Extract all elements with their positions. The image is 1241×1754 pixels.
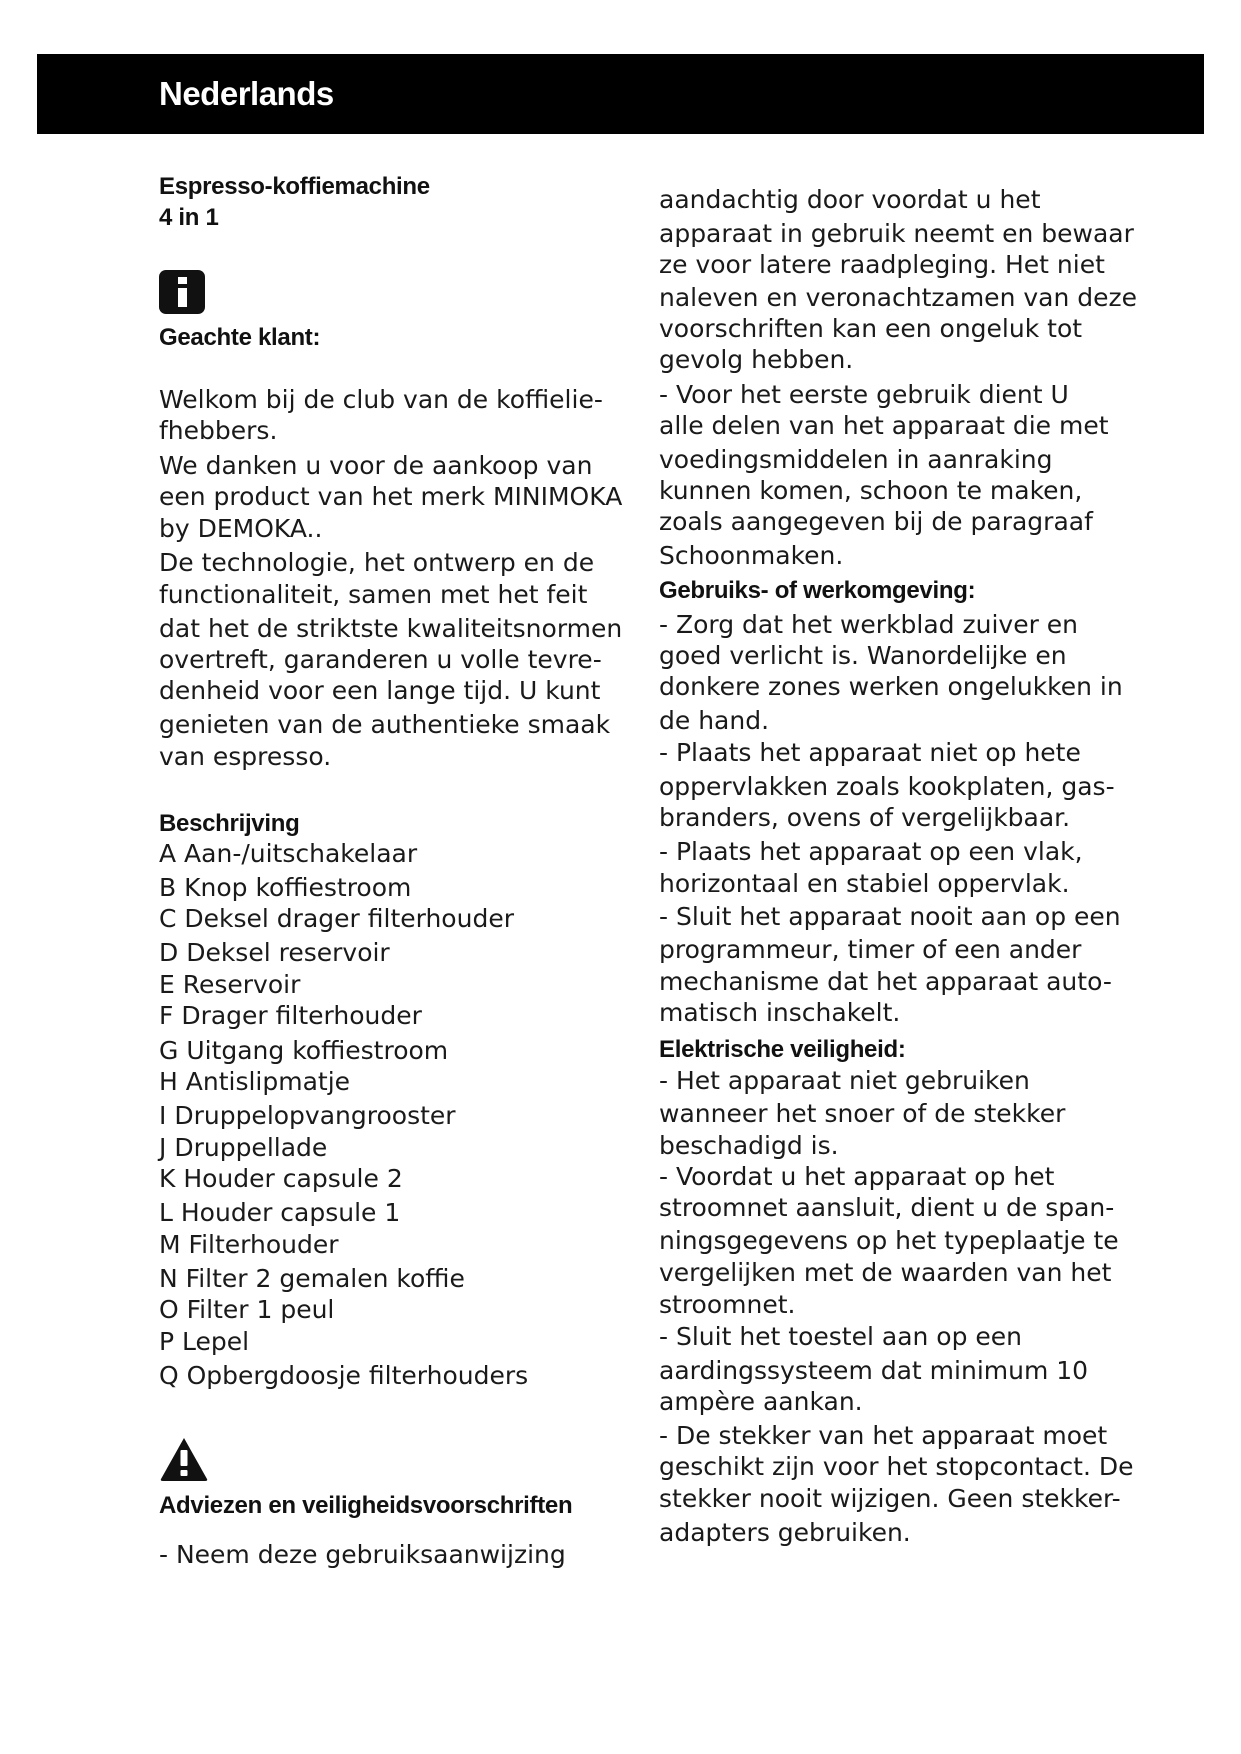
body-line: - Sluit het toestel aan op een [659,1322,1023,1351]
body-line: vergelijken met de waarden van het [659,1258,1112,1287]
part-item: H Antislipmatje [159,1067,351,1096]
part-item: B Knop koffiestroom [159,873,412,902]
body-line: adapters gebruiken. [659,1518,911,1547]
part-item: P Lepel [159,1327,250,1356]
body-line: stekker nooit wijzigen. Geen stekker- [659,1484,1121,1513]
body-line: ze voor latere raadpleging. Het niet [659,250,1105,279]
safety-heading: Adviezen en veiligheidsvoorschriften [159,1492,573,1519]
intro-line: We danken u voor de aankoop van [159,451,593,480]
intro-line: genieten van de authentieke smaak [159,710,611,739]
product-title-line-1: Espresso-koffiemachine [159,173,430,200]
info-icon [159,270,205,314]
body-line: alle delen van het apparaat die met [659,411,1109,440]
part-item: O Filter 1 peul [159,1295,335,1324]
warning-icon [159,1436,209,1482]
body-line: branders, ovens of vergelijkbaar. [659,803,1071,832]
body-line: programmeur, timer of een ander [659,935,1082,964]
intro-line: De technologie, het ontwerp en de [159,548,595,577]
part-item: E Reservoir [159,970,301,999]
language-title: Nederlands [159,75,334,112]
intro-line: by DEMOKA.. [159,514,323,543]
intro-line: dat het de striktste kwaliteitsnormen [159,614,623,643]
body-line: - Plaats het apparaat niet op hete [659,738,1081,767]
part-item: J Druppellade [159,1133,328,1162]
language-header-bar [37,54,1204,134]
body-line: oppervlakken zoals kookplaten, gas- [659,772,1115,801]
body-line: zoals aangegeven bij de paragraaf [659,507,1093,536]
body-line: gevolg hebben. [659,345,854,374]
body-line: - Voor het eerste gebruik dient U [659,380,1069,409]
body-line: aardingssysteem dat minimum 10 [659,1356,1089,1385]
body-line: naleven en veronachtzamen van deze [659,283,1138,312]
body-line: goed verlicht is. Wanordelijke en [659,641,1067,670]
description-heading: Beschrijving [159,810,300,837]
intro-line: fhebbers. [159,416,278,445]
body-line: stroomnet. [659,1290,796,1319]
body-line: stroomnet aansluit, dient u de span- [659,1193,1115,1222]
intro-line: overtreft, garanderen u volle tevre- [159,645,602,674]
safety-first-line: - Neem deze gebruiksaanwijzing [159,1540,566,1569]
part-item: K Houder capsule 2 [159,1164,403,1193]
part-item: C Deksel drager filterhouder [159,904,514,933]
body-line: mechanisme dat het apparaat auto- [659,967,1112,996]
body-line: Schoonmaken. [659,541,844,570]
part-item: I Druppelopvangrooster [159,1101,456,1130]
body-line: - Sluit het apparaat nooit aan op een [659,902,1121,931]
body-line: ampère aankan. [659,1387,863,1416]
part-item: G Uitgang koffiestroom [159,1036,449,1065]
intro-line: van espresso. [159,742,332,771]
body-line: - Voordat u het apparaat op het [659,1162,1055,1191]
body-line: de hand. [659,706,770,735]
section-heading: Gebruiks- of werkomgeving: [659,577,976,604]
body-line: - Plaats het apparaat op een vlak, [659,837,1083,866]
body-line: - De stekker van het apparaat moet [659,1421,1108,1450]
part-item: N Filter 2 gemalen koffie [159,1264,465,1293]
part-item: M Filterhouder [159,1230,339,1259]
body-line: horizontaal en stabiel oppervlak. [659,869,1070,898]
body-line: - Zorg dat het werkblad zuiver en [659,610,1079,639]
body-line: beschadigd is. [659,1131,839,1160]
intro-line: Welkom bij de club van de koffielie- [159,385,603,414]
body-line: voorschriften kan een ongeluk tot [659,314,1083,343]
body-line: - Het apparaat niet gebruiken [659,1066,1030,1095]
body-line: aandachtig door voordat u het [659,185,1041,214]
body-line: apparaat in gebruik neemt en bewaar [659,219,1134,248]
body-line: ningsgegevens op het typeplaatje te [659,1226,1119,1255]
part-item: D Deksel reservoir [159,938,390,967]
part-item: A Aan-/uitschakelaar [159,839,418,868]
body-line: geschikt zijn voor het stopcontact. De [659,1452,1134,1481]
body-line: voedingsmiddelen in aanraking [659,445,1053,474]
intro-line: denheid voor een lange tijd. U kunt [159,676,601,705]
body-line: wanneer het snoer of de stekker [659,1099,1066,1128]
intro-line: functionaliteit, samen met het feit [159,580,588,609]
body-line: matisch inschakelt. [659,998,901,1027]
section-heading: Elektrische veiligheid: [659,1036,906,1063]
product-title-line-2: 4 in 1 [159,204,219,231]
part-item: Q Opbergdoosje filterhouders [159,1361,529,1390]
part-item: F Drager filterhouder [159,1001,422,1030]
intro-line: een product van het merk MINIMOKA [159,482,623,511]
body-line: donkere zones werken ongelukken in [659,672,1123,701]
greeting-heading: Geachte klant: [159,324,321,351]
part-item: L Houder capsule 1 [159,1198,401,1227]
body-line: kunnen komen, schoon te maken, [659,476,1083,505]
